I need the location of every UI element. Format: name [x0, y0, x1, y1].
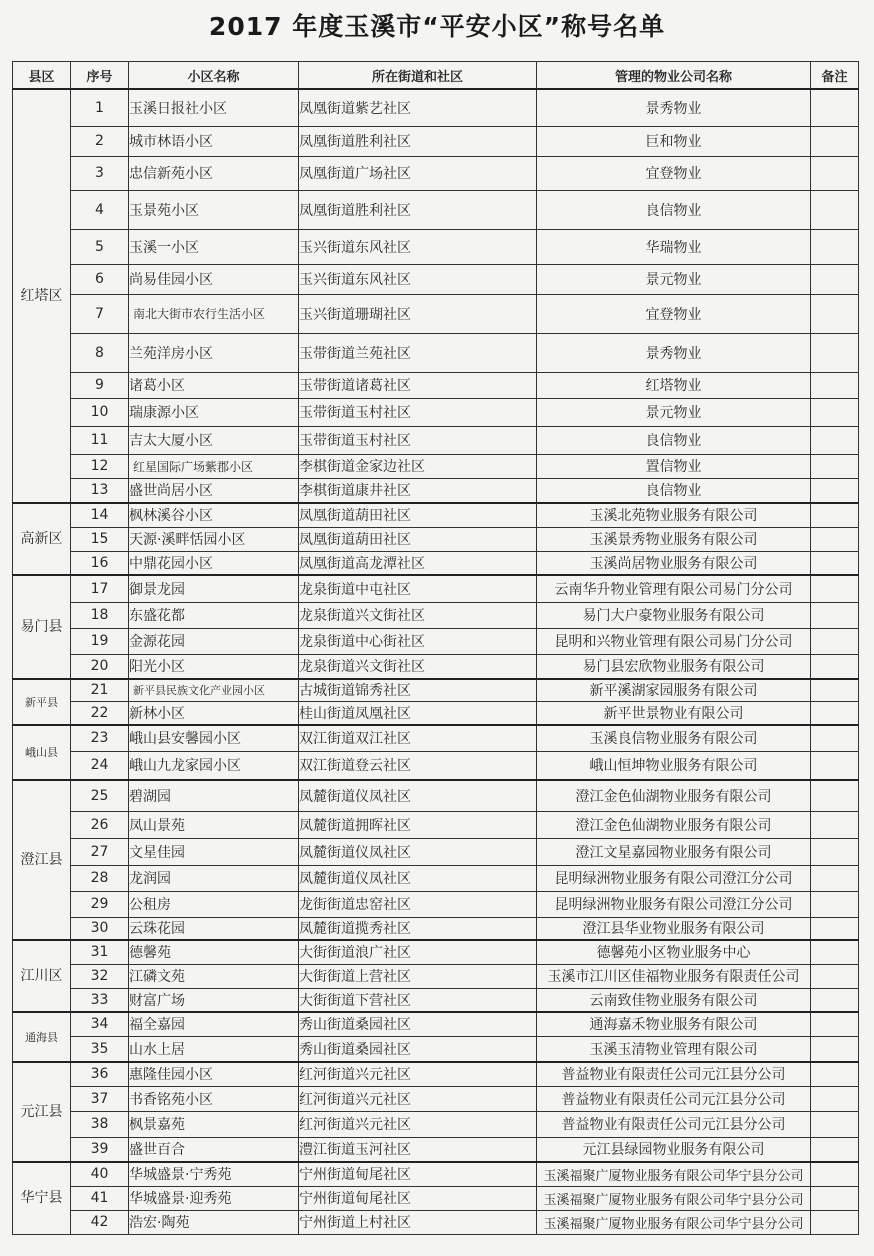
property-company: 易门县宏欣物业服务有限公司	[537, 654, 811, 679]
county-cell: 高新区	[13, 503, 71, 575]
table-row	[13, 1062, 859, 1086]
table-row	[13, 1086, 859, 1111]
row-number: 11	[71, 426, 129, 454]
property-company: 玉溪尚居物业服务有限公司	[537, 551, 811, 575]
property-company: 宜登物业	[537, 156, 811, 190]
remarks-cell	[811, 294, 859, 333]
property-company: 云南华升物业管理有限公司易门分公司	[537, 575, 811, 602]
county-cell: 澄江县	[13, 780, 71, 940]
street-community: 凤凰街道葫田社区	[299, 527, 537, 551]
property-company: 澄江金色仙湖物业服务有限公司	[537, 780, 811, 811]
street-community: 凤麓街道揽秀社区	[299, 917, 537, 940]
table-row	[13, 1036, 859, 1062]
row-number: 36	[71, 1062, 129, 1086]
community-name: 山水上居	[129, 1036, 299, 1062]
remarks-cell	[811, 865, 859, 891]
table-row	[13, 940, 859, 964]
row-number: 13	[71, 478, 129, 503]
property-company: 玉溪福聚广厦物业服务有限公司华宁县分公司	[537, 1210, 811, 1234]
street-community: 凤麓街道仪凤社区	[299, 865, 537, 891]
table-row	[13, 654, 859, 679]
table-row	[13, 264, 859, 294]
street-community: 龙泉街道中屯社区	[299, 575, 537, 602]
community-name: 枫景嘉苑	[129, 1111, 299, 1137]
property-company: 新平世景物业有限公司	[537, 701, 811, 725]
header-number: 序号	[71, 62, 129, 90]
community-name: 碧湖园	[129, 780, 299, 811]
community-name: 新林小区	[129, 701, 299, 725]
community-name: 书香铭苑小区	[129, 1086, 299, 1111]
remarks-cell	[811, 333, 859, 372]
remarks-cell	[811, 780, 859, 811]
community-name: 天源·溪畔恬园小区	[129, 527, 299, 551]
remarks-cell	[811, 126, 859, 156]
street-community: 凤凰街道胜利社区	[299, 190, 537, 229]
row-number: 38	[71, 1111, 129, 1137]
row-number: 24	[71, 751, 129, 780]
street-community: 龙泉街道中心街社区	[299, 628, 537, 654]
roster-table	[12, 61, 859, 1235]
remarks-cell	[811, 1186, 859, 1210]
street-community: 玉带街道诸葛社区	[299, 372, 537, 398]
property-company: 景秀物业	[537, 89, 811, 126]
street-community: 李棋街道金家边社区	[299, 454, 537, 478]
row-number: 21	[71, 679, 129, 701]
table-row	[13, 1186, 859, 1210]
table-row	[13, 156, 859, 190]
header-community-name: 小区名称	[129, 62, 299, 90]
street-community: 宁州街道上村社区	[299, 1210, 537, 1234]
street-community: 秀山街道桑园社区	[299, 1012, 537, 1036]
community-name: 吉太大厦小区	[129, 426, 299, 454]
county-cell: 红塔区	[13, 89, 71, 503]
remarks-cell	[811, 478, 859, 503]
row-number: 20	[71, 654, 129, 679]
remarks-cell	[811, 89, 859, 126]
row-number: 37	[71, 1086, 129, 1111]
community-name: 华城盛景·迎秀苑	[129, 1186, 299, 1210]
row-number: 42	[71, 1210, 129, 1234]
row-number: 6	[71, 264, 129, 294]
property-company: 通海嘉禾物业服务有限公司	[537, 1012, 811, 1036]
community-name: 南北大街市农行生活小区	[129, 294, 299, 333]
property-company: 普益物业有限责任公司元江县分公司	[537, 1062, 811, 1086]
table-row	[13, 1012, 859, 1036]
remarks-cell	[811, 964, 859, 988]
row-number: 19	[71, 628, 129, 654]
roster-body	[13, 89, 859, 1234]
property-company: 置信物业	[537, 454, 811, 478]
community-name: 文星佳园	[129, 838, 299, 865]
county-cell: 江川区	[13, 940, 71, 1012]
row-number: 34	[71, 1012, 129, 1036]
table-row	[13, 988, 859, 1012]
street-community: 双江街道双江社区	[299, 725, 537, 751]
remarks-cell	[811, 575, 859, 602]
property-company: 易门大户豪物业服务有限公司	[537, 602, 811, 628]
county-cell: 峨山县	[13, 725, 71, 780]
remarks-cell	[811, 454, 859, 478]
row-number: 8	[71, 333, 129, 372]
street-community: 龙泉街道兴文街社区	[299, 602, 537, 628]
property-company: 景元物业	[537, 264, 811, 294]
street-community: 玉兴街道珊瑚社区	[299, 294, 537, 333]
remarks-cell	[811, 1012, 859, 1036]
table-row	[13, 333, 859, 372]
remarks-cell	[811, 891, 859, 917]
community-name: 江磷文苑	[129, 964, 299, 988]
table-row	[13, 751, 859, 780]
street-community: 李棋街道康井社区	[299, 478, 537, 503]
remarks-cell	[811, 602, 859, 628]
property-company: 玉溪玉清物业管理有限公司	[537, 1036, 811, 1062]
property-company: 峨山恒坤物业服务有限公司	[537, 751, 811, 780]
table-row	[13, 602, 859, 628]
row-number: 2	[71, 126, 129, 156]
community-name: 玉景苑小区	[129, 190, 299, 229]
street-community: 凤凰街道胜利社区	[299, 126, 537, 156]
row-number: 14	[71, 503, 129, 527]
table-row	[13, 294, 859, 333]
community-name: 峨山九龙家园小区	[129, 751, 299, 780]
community-name: 福全嘉园	[129, 1012, 299, 1036]
header-street-community: 所在街道和社区	[299, 62, 537, 90]
remarks-cell	[811, 156, 859, 190]
property-company: 良信物业	[537, 426, 811, 454]
remarks-cell	[811, 1036, 859, 1062]
property-company: 玉溪良信物业服务有限公司	[537, 725, 811, 751]
row-number: 9	[71, 372, 129, 398]
property-company: 玉溪北苑物业服务有限公司	[537, 503, 811, 527]
property-company: 玉溪福聚广厦物业服务有限公司华宁县分公司	[537, 1186, 811, 1210]
street-community: 大街街道下营社区	[299, 988, 537, 1012]
property-company: 澄江金色仙湖物业服务有限公司	[537, 811, 811, 838]
table-row	[13, 865, 859, 891]
street-community: 红河街道兴元社区	[299, 1062, 537, 1086]
property-company: 昆明和兴物业管理有限公司易门分公司	[537, 628, 811, 654]
row-number: 27	[71, 838, 129, 865]
table-row	[13, 398, 859, 426]
table-row	[13, 701, 859, 725]
property-company: 澄江文星嘉园物业服务有限公司	[537, 838, 811, 865]
remarks-cell	[811, 426, 859, 454]
table-row	[13, 780, 859, 811]
row-number: 7	[71, 294, 129, 333]
remarks-cell	[811, 628, 859, 654]
remarks-cell	[811, 527, 859, 551]
street-community: 宁州街道甸尾社区	[299, 1162, 537, 1186]
community-name: 云珠花园	[129, 917, 299, 940]
remarks-cell	[811, 654, 859, 679]
property-company: 德馨苑小区物业服务中心	[537, 940, 811, 964]
remarks-cell	[811, 751, 859, 780]
community-name: 瑞康源小区	[129, 398, 299, 426]
property-company: 云南致佳物业服务有限公司	[537, 988, 811, 1012]
table-row	[13, 964, 859, 988]
remarks-cell	[811, 503, 859, 527]
remarks-cell	[811, 372, 859, 398]
property-company: 良信物业	[537, 478, 811, 503]
street-community: 红河街道兴元社区	[299, 1086, 537, 1111]
street-community: 秀山街道桑园社区	[299, 1036, 537, 1062]
community-name: 盛世百合	[129, 1137, 299, 1162]
street-community: 桂山街道凤凰社区	[299, 701, 537, 725]
community-name: 德馨苑	[129, 940, 299, 964]
property-company: 昆明绿洲物业服务有限公司澄江分公司	[537, 865, 811, 891]
remarks-cell	[811, 679, 859, 701]
property-company: 玉溪市江川区佳福物业服务有限责任公司	[537, 964, 811, 988]
street-community: 凤麓街道仪凤社区	[299, 838, 537, 865]
table-row	[13, 229, 859, 264]
row-number: 30	[71, 917, 129, 940]
table-row	[13, 917, 859, 940]
row-number: 17	[71, 575, 129, 602]
row-number: 35	[71, 1036, 129, 1062]
row-number: 10	[71, 398, 129, 426]
community-name: 盛世尚居小区	[129, 478, 299, 503]
street-community: 玉带街道玉村社区	[299, 426, 537, 454]
county-cell: 通海县	[13, 1012, 71, 1062]
table-row	[13, 838, 859, 865]
property-company: 巨和物业	[537, 126, 811, 156]
property-company: 华瑞物业	[537, 229, 811, 264]
community-name: 华城盛景·宁秀苑	[129, 1162, 299, 1186]
street-community: 双江街道登云社区	[299, 751, 537, 780]
row-number: 5	[71, 229, 129, 264]
street-community: 宁州街道甸尾社区	[299, 1186, 537, 1210]
header-row	[13, 62, 859, 90]
row-number: 23	[71, 725, 129, 751]
property-company: 玉溪景秀物业服务有限公司	[537, 527, 811, 551]
property-company: 澄江县华业物业服务有限公司	[537, 917, 811, 940]
table-row	[13, 527, 859, 551]
street-community: 玉带街道玉村社区	[299, 398, 537, 426]
header-county: 县区	[13, 62, 71, 90]
table-row	[13, 891, 859, 917]
row-number: 22	[71, 701, 129, 725]
county-cell: 华宁县	[13, 1162, 71, 1234]
table-row	[13, 575, 859, 602]
community-name: 新平县民族文化产业园小区	[129, 679, 299, 701]
county-cell: 元江县	[13, 1062, 71, 1162]
street-community: 凤凰街道紫艺社区	[299, 89, 537, 126]
row-number: 4	[71, 190, 129, 229]
row-number: 33	[71, 988, 129, 1012]
table-row	[13, 478, 859, 503]
table-row	[13, 551, 859, 575]
community-name: 兰苑洋房小区	[129, 333, 299, 372]
street-community: 红河街道兴元社区	[299, 1111, 537, 1137]
property-company: 昆明绿洲物业服务有限公司澄江分公司	[537, 891, 811, 917]
remarks-cell	[811, 1210, 859, 1234]
row-number: 18	[71, 602, 129, 628]
community-name: 红星国际广场紫郡小区	[129, 454, 299, 478]
remarks-cell	[811, 551, 859, 575]
community-name: 凤山景苑	[129, 811, 299, 838]
street-community: 凤凰街道广场社区	[299, 156, 537, 190]
table-row	[13, 811, 859, 838]
remarks-cell	[811, 1162, 859, 1186]
table-row	[13, 89, 859, 126]
street-community: 凤凰街道葫田社区	[299, 503, 537, 527]
community-name: 浩宏·陶苑	[129, 1210, 299, 1234]
table-row	[13, 725, 859, 751]
row-number: 29	[71, 891, 129, 917]
community-name: 东盛花都	[129, 602, 299, 628]
row-number: 15	[71, 527, 129, 551]
community-name: 玉溪一小区	[129, 229, 299, 264]
community-name: 尚易佳园小区	[129, 264, 299, 294]
community-name: 诸葛小区	[129, 372, 299, 398]
property-company: 红塔物业	[537, 372, 811, 398]
street-community: 玉兴街道东风社区	[299, 264, 537, 294]
table-row	[13, 1137, 859, 1162]
street-community: 凤麓街道仪凤社区	[299, 780, 537, 811]
community-name: 金源花园	[129, 628, 299, 654]
community-name: 忠信新苑小区	[129, 156, 299, 190]
community-name: 御景龙园	[129, 575, 299, 602]
county-cell: 新平县	[13, 679, 71, 725]
table-row	[13, 1210, 859, 1234]
street-community: 玉兴街道东风社区	[299, 229, 537, 264]
remarks-cell	[811, 701, 859, 725]
table-row	[13, 679, 859, 701]
row-number: 26	[71, 811, 129, 838]
community-name: 玉溪日报社小区	[129, 89, 299, 126]
community-name: 龙润园	[129, 865, 299, 891]
remarks-cell	[811, 838, 859, 865]
row-number: 16	[71, 551, 129, 575]
header-remarks: 备注	[811, 62, 859, 90]
community-name: 公租房	[129, 891, 299, 917]
table-row	[13, 426, 859, 454]
remarks-cell	[811, 190, 859, 229]
remarks-cell	[811, 229, 859, 264]
remarks-cell	[811, 1062, 859, 1086]
street-community: 凤凰街道高龙潭社区	[299, 551, 537, 575]
street-community: 古城街道锦秀社区	[299, 679, 537, 701]
property-company: 景秀物业	[537, 333, 811, 372]
row-number: 12	[71, 454, 129, 478]
community-name: 枫林溪谷小区	[129, 503, 299, 527]
property-company: 良信物业	[537, 190, 811, 229]
row-number: 28	[71, 865, 129, 891]
community-name: 城市林语小区	[129, 126, 299, 156]
property-company: 宜登物业	[537, 294, 811, 333]
page-title: 2017 年度玉溪市“平安小区”称号名单	[208, 12, 666, 41]
remarks-cell	[811, 264, 859, 294]
remarks-cell	[811, 1111, 859, 1137]
community-name: 惠隆佳园小区	[129, 1062, 299, 1086]
remarks-cell	[811, 940, 859, 964]
row-number: 32	[71, 964, 129, 988]
row-number: 25	[71, 780, 129, 811]
table-row	[13, 126, 859, 156]
row-number: 3	[71, 156, 129, 190]
remarks-cell	[811, 725, 859, 751]
street-community: 澧江街道玉河社区	[299, 1137, 537, 1162]
county-cell: 易门县	[13, 575, 71, 679]
remarks-cell	[811, 398, 859, 426]
remarks-cell	[811, 1086, 859, 1111]
street-community: 大街街道上营社区	[299, 964, 537, 988]
community-name: 阳光小区	[129, 654, 299, 679]
table-row	[13, 454, 859, 478]
remarks-cell	[811, 811, 859, 838]
remarks-cell	[811, 988, 859, 1012]
property-company: 玉溪福聚广厦物业服务有限公司华宁县分公司	[537, 1162, 811, 1186]
property-company: 新平溪湖家园服务有限公司	[537, 679, 811, 701]
property-company: 元江县绿园物业服务有限公司	[537, 1137, 811, 1162]
property-company: 景元物业	[537, 398, 811, 426]
row-number: 31	[71, 940, 129, 964]
community-name: 峨山县安馨园小区	[129, 725, 299, 751]
street-community: 玉带街道兰苑社区	[299, 333, 537, 372]
row-number: 1	[71, 89, 129, 126]
remarks-cell	[811, 917, 859, 940]
property-company: 普益物业有限责任公司元江县分公司	[537, 1111, 811, 1137]
row-number: 39	[71, 1137, 129, 1162]
street-community: 凤麓街道拥晖社区	[299, 811, 537, 838]
table-row	[13, 190, 859, 229]
remarks-cell	[811, 1137, 859, 1162]
row-number: 40	[71, 1162, 129, 1186]
community-name: 中鼎花园小区	[129, 551, 299, 575]
table-row	[13, 503, 859, 527]
row-number: 41	[71, 1186, 129, 1210]
street-community: 大街街道浪广社区	[299, 940, 537, 964]
table-row	[13, 1111, 859, 1137]
table-row	[13, 372, 859, 398]
street-community: 龙街街道忠窑社区	[299, 891, 537, 917]
table-row	[13, 1162, 859, 1186]
street-community: 龙泉街道兴文街社区	[299, 654, 537, 679]
community-name: 财富广场	[129, 988, 299, 1012]
header-property-company: 管理的物业公司名称	[537, 62, 811, 90]
table-row	[13, 628, 859, 654]
property-company: 普益物业有限责任公司元江县分公司	[537, 1086, 811, 1111]
